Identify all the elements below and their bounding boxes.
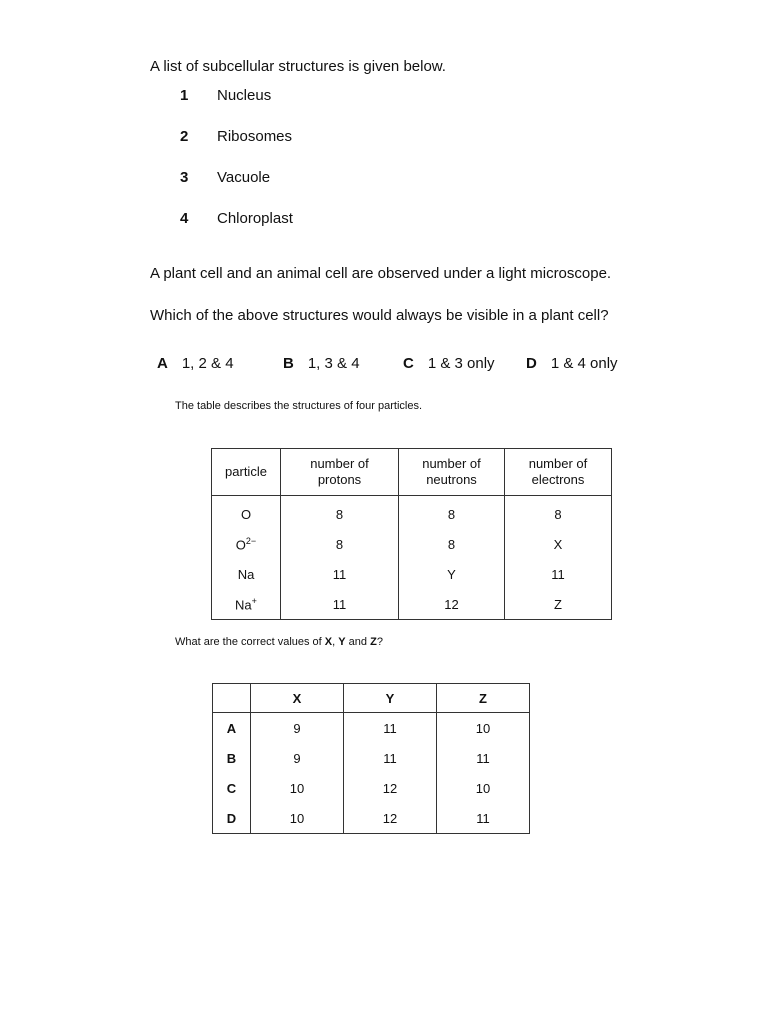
answer-row-a[interactable] <box>213 713 530 744</box>
cell: 12 <box>399 589 505 620</box>
item-number: 4 <box>180 210 189 227</box>
cell: 9 <box>251 743 344 773</box>
particle-cell <box>212 589 281 620</box>
var-y: Y <box>338 636 346 648</box>
question-text: ? <box>376 636 383 648</box>
table-row <box>212 589 612 620</box>
option-c[interactable] <box>403 355 495 372</box>
option-letter: A <box>157 355 168 372</box>
charge-superscript: 2− <box>245 535 257 546</box>
particle-symbol: O <box>235 537 246 553</box>
item-number: 2 <box>180 128 189 145</box>
col-header: number of electrons <box>505 449 612 496</box>
cell: 8 <box>399 529 505 559</box>
row-label: D <box>213 803 251 834</box>
question-text: , <box>332 636 339 648</box>
answer-row-b[interactable] <box>213 743 530 773</box>
cell: 11 <box>437 803 530 834</box>
cell: 12 <box>344 773 437 803</box>
cell: Z <box>505 589 612 620</box>
option-letter: B <box>283 355 294 372</box>
option-letter: C <box>403 355 414 372</box>
corner-cell <box>213 684 251 713</box>
cell: 11 <box>437 743 530 773</box>
particle-symbol: O <box>240 506 252 522</box>
particle-cell <box>212 496 281 530</box>
cell: 8 <box>281 496 399 530</box>
option-text: 1, 2 & 4 <box>181 355 234 372</box>
answer-table <box>212 683 530 834</box>
q1-statement: A plant cell and an animal cell are observed under a light microscope. <box>150 265 612 282</box>
item-number: 3 <box>180 169 189 186</box>
cell: 10 <box>437 713 530 744</box>
cell: 9 <box>251 713 344 744</box>
col-header: number of protons <box>281 449 399 496</box>
q1-question: Which of the above structures would always be visible in a plant cell? <box>150 307 609 324</box>
col-header: Y <box>344 684 437 713</box>
option-b[interactable] <box>283 355 360 372</box>
item-label: Vacuole <box>217 169 271 186</box>
item-label: Ribosomes <box>217 128 293 145</box>
q2-question <box>175 636 383 648</box>
table-row <box>212 559 612 589</box>
particle-cell <box>212 559 281 589</box>
item-number: 1 <box>180 87 189 104</box>
answer-row-d[interactable] <box>213 803 530 834</box>
cell: Y <box>399 559 505 589</box>
particle-table <box>211 448 612 620</box>
cell: X <box>505 529 612 559</box>
cell: 11 <box>281 589 399 620</box>
cell: 8 <box>399 496 505 530</box>
row-label: C <box>213 773 251 803</box>
row-label: B <box>213 743 251 773</box>
col-header: Z <box>437 684 530 713</box>
particle-symbol: Na <box>235 597 252 613</box>
option-text: 1, 3 & 4 <box>307 355 360 372</box>
list-item <box>180 210 293 227</box>
option-text: 1 & 3 only <box>427 355 495 372</box>
cell: 10 <box>251 803 344 834</box>
list-item <box>180 128 292 145</box>
option-letter: D <box>526 355 537 372</box>
q1-intro: A list of subcellular structures is given below. <box>150 58 446 75</box>
question-text: What are the correct values of <box>175 636 325 648</box>
particle-cell <box>212 529 281 559</box>
row-label: A <box>213 713 251 744</box>
list-item <box>180 169 270 186</box>
cell: 8 <box>281 529 399 559</box>
cell: 11 <box>281 559 399 589</box>
table-row <box>212 496 612 530</box>
cell: 11 <box>505 559 612 589</box>
var-x: X <box>324 636 333 648</box>
q2-intro: The table describes the structures of four particles. <box>175 400 423 412</box>
col-header: particle <box>212 449 281 496</box>
cell: 11 <box>344 743 437 773</box>
item-label: Nucleus <box>217 87 272 104</box>
option-a[interactable] <box>157 355 234 372</box>
answer-row-c[interactable] <box>213 773 530 803</box>
table-header-row <box>212 449 612 496</box>
option-d[interactable] <box>526 355 618 372</box>
cell: 10 <box>251 773 344 803</box>
var-z: Z <box>370 636 377 648</box>
charge-superscript: + <box>251 595 257 606</box>
cell: 10 <box>437 773 530 803</box>
table-row <box>212 529 612 559</box>
col-header: number of neutrons <box>399 449 505 496</box>
table-header-row <box>213 684 530 713</box>
particle-symbol: Na <box>237 566 255 582</box>
list-item <box>180 87 271 104</box>
cell: 12 <box>344 803 437 834</box>
cell: 11 <box>344 713 437 744</box>
option-text: 1 & 4 only <box>550 355 618 372</box>
cell: 8 <box>505 496 612 530</box>
question-text: and <box>345 636 371 648</box>
item-label: Chloroplast <box>217 210 293 227</box>
col-header: X <box>251 684 344 713</box>
